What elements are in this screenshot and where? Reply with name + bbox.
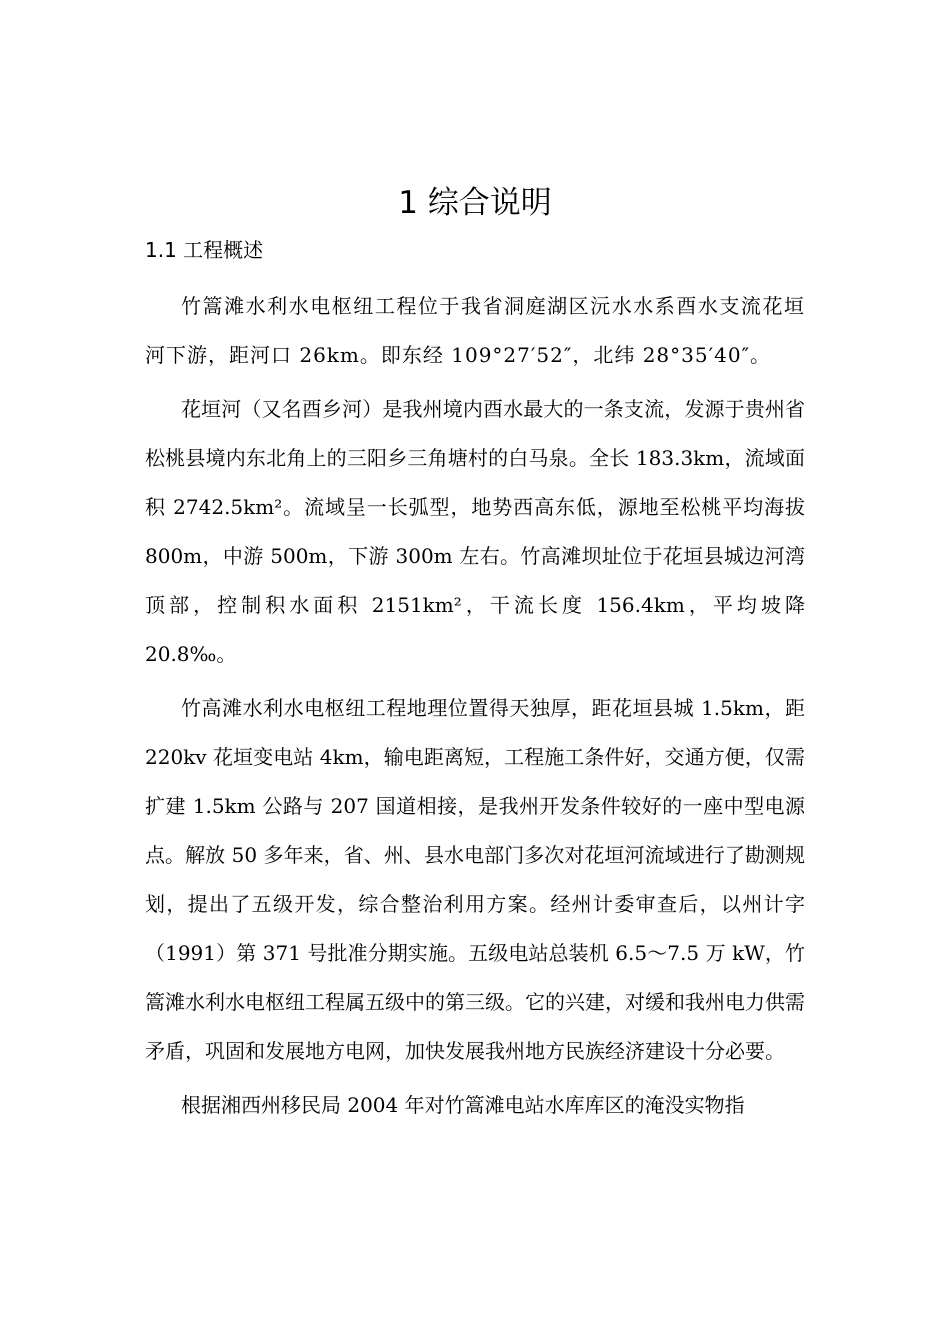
body-text [145, 282, 805, 1135]
document-title: 1 综合说明 [398, 185, 552, 221]
paragraph-project-significance: 竹高滩水利水电枢纽工程地理位置得天独厚，距花垣县城 1.5km，距 220kv 花垣变电站 4km，输电距离短，工程施工条件好，交通方便，仅需扩建 1.5km 公路与 207 国道相接，是我州开发条件较好的一座中型电源点。解放 50 多年来，省、州、县水电部门多次对花垣河流域进行了勘测规划，提出了五级开发，综合整治利用方案。经州计委审查后，以州计字（1991）第 371 号批准分期实施。五级电站总装机 6.5～7.5 万 kW，竹篙滩水利水电枢纽工程属五级中的第三级。它的兴建，对缓和我州电力供需矛盾，巩固和发展地方电网，加快发展我州地方民族经济建设十分必要。 [145, 696, 805, 1063]
paragraph-river-description: 花垣河（又名酉乡河）是我州境内酉水最大的一条支流，发源于贵州省松桃县境内东北角上的三阳乡三角塘村的白马泉。全长 183.3km，流域面积 2742.5km²。流域呈一长弧型，地势西高东低，源地至松桃平均海拔 800m，中游 500m，下游 300m 左右。竹高滩坝址位于花垣县城边河湾顶部，控制积水面积 2151km²，干流长度 156.4km，平均坡降 20.8‰。 [145, 397, 805, 666]
section-heading: 1.1 工程概述 [145, 238, 264, 262]
paragraph-project-location: 竹篙滩水利水电枢纽工程位于我省洞庭湖区沅水水系酉水支流花垣河下游，距河口 26km。即东经 109°27′52″，北纬 28°35′40″。 [145, 294, 805, 367]
paragraph-resettlement: 根据湘西州移民局 2004 年对竹篙滩电站水库库区的淹没实物指 [181, 1093, 745, 1117]
